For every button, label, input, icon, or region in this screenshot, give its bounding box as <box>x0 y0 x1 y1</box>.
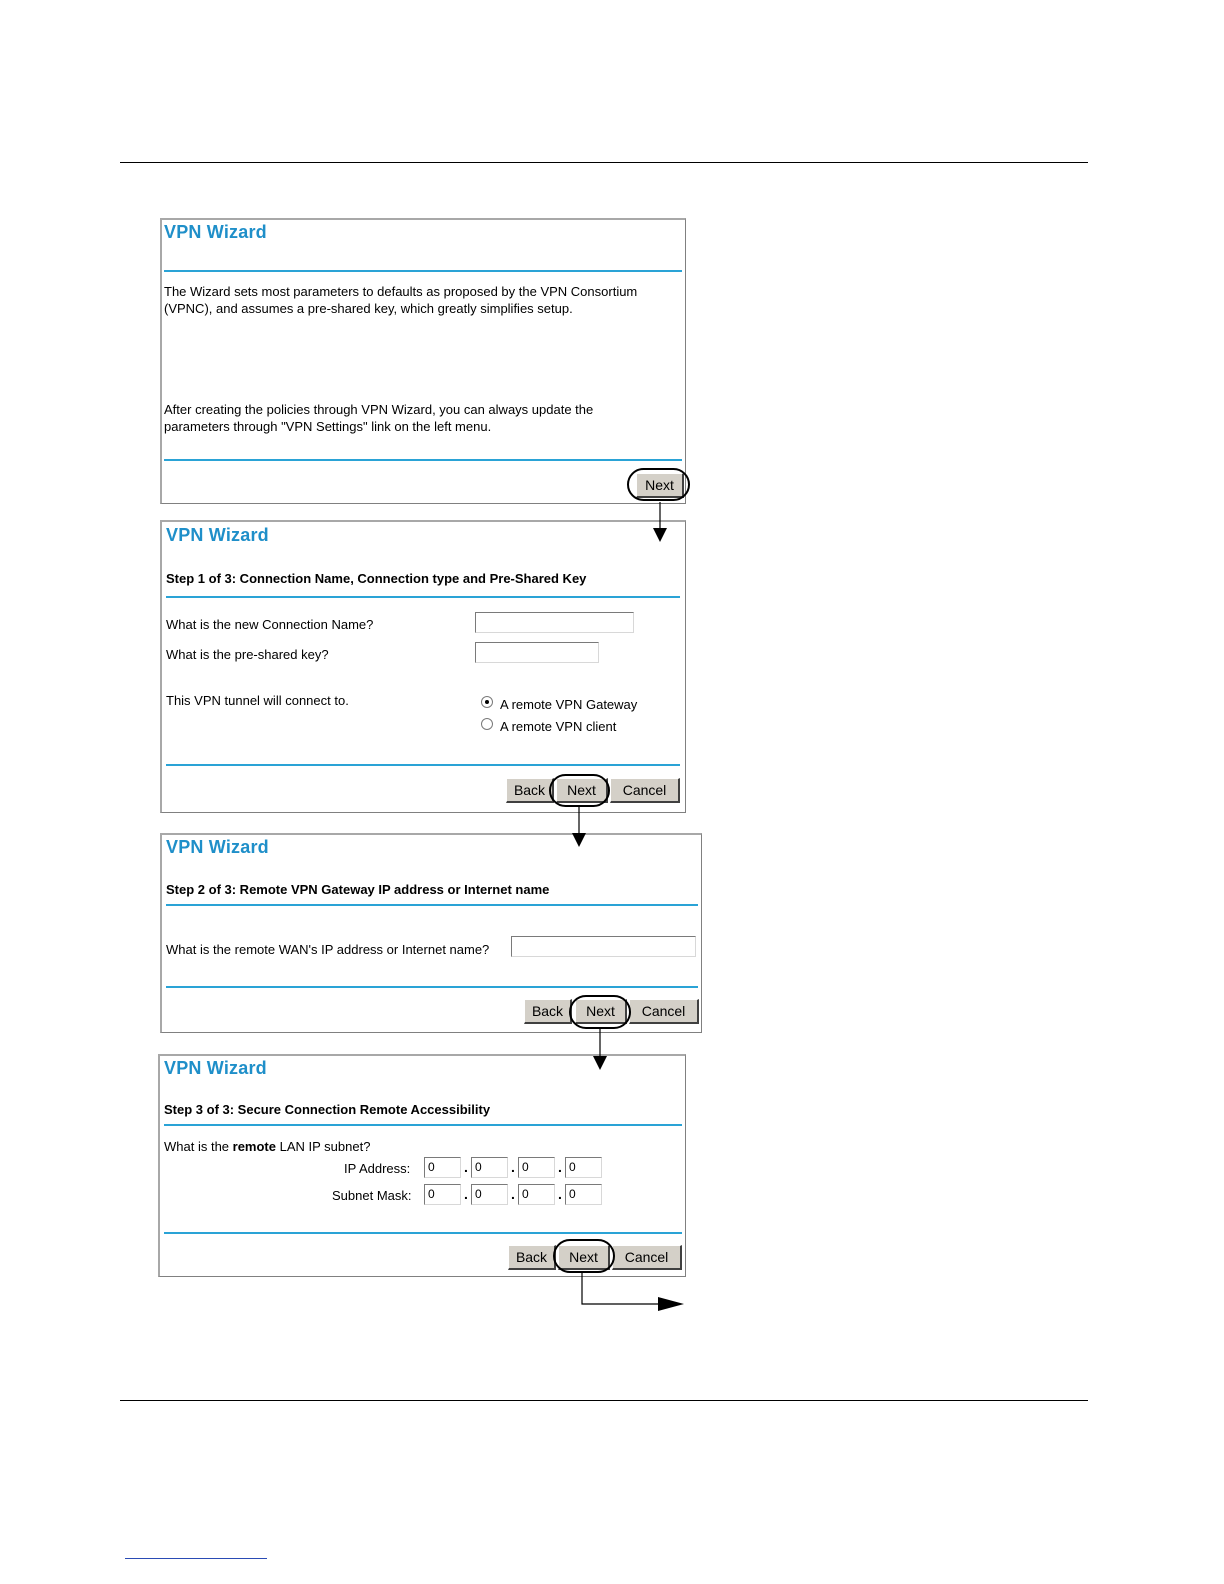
octet-separator: . <box>558 1159 562 1175</box>
question-suffix: LAN IP subnet? <box>276 1139 371 1154</box>
remote-wan-label: What is the remote WAN's IP address or Internet name? <box>166 942 490 957</box>
octet-separator: . <box>558 1186 562 1202</box>
page-footer-rule <box>120 1400 1088 1401</box>
mask-octet-1[interactable]: 0 <box>424 1184 461 1205</box>
question-prefix: What is the <box>164 1139 233 1154</box>
cancel-button[interactable]: Cancel <box>610 778 680 803</box>
back-button[interactable]: Back <box>508 1245 556 1270</box>
step-heading: Step 2 of 3: Remote VPN Gateway IP address or Internet name <box>166 882 550 897</box>
flow-arrow <box>593 1029 607 1070</box>
next-button[interactable]: Next <box>556 778 608 803</box>
cancel-button[interactable]: Cancel <box>629 999 699 1024</box>
octet-separator: . <box>511 1159 515 1175</box>
panel-title: VPN Wizard <box>166 837 269 857</box>
next-button[interactable]: Next <box>636 473 684 498</box>
octet-separator: . <box>464 1186 468 1202</box>
intro-paragraph-2-line-2: parameters through "VPN Settings" link on the left menu. <box>164 419 492 434</box>
ip-octet-4[interactable]: 0 <box>565 1157 602 1178</box>
back-button[interactable]: Back <box>524 999 572 1024</box>
panel-title: VPN Wizard <box>166 525 269 545</box>
next-button[interactable]: Next <box>558 1245 610 1270</box>
flow-arrow <box>572 807 586 847</box>
back-button[interactable]: Back <box>506 778 554 803</box>
question-emphasis: remote <box>232 1139 276 1154</box>
step-heading: Step 1 of 3: Connection Name, Connection type and Pre-Shared Key <box>166 571 587 586</box>
footer-link-underline[interactable] <box>125 1558 267 1559</box>
ip-octet-3[interactable]: 0 <box>518 1157 555 1178</box>
octet-separator: . <box>511 1186 515 1202</box>
panel-title: VPN Wizard <box>164 1058 267 1078</box>
octet-separator: . <box>464 1159 468 1175</box>
ip-octet-1[interactable]: 0 <box>424 1157 461 1178</box>
radio-remote-vpn-gateway-label: A remote VPN Gateway <box>500 697 638 712</box>
radio-remote-vpn-client-label: A remote VPN client <box>500 719 617 734</box>
next-button[interactable]: Next <box>575 999 627 1024</box>
intro-paragraph-1-line-1: The Wizard sets most parameters to defaults as proposed by the VPN Consortium <box>164 284 638 299</box>
ip-address-label: IP Address: <box>344 1161 411 1176</box>
intro-paragraph-2-line-1: After creating the policies through VPN Wizard, you can always update the <box>164 402 594 417</box>
step-heading: Step 3 of 3: Secure Connection Remote Accessibility <box>164 1102 491 1117</box>
mask-octet-2[interactable]: 0 <box>471 1184 508 1205</box>
flow-arrow <box>582 1273 684 1311</box>
ip-octet-2[interactable]: 0 <box>471 1157 508 1178</box>
panel-title: VPN Wizard <box>164 222 267 242</box>
pre-shared-key-label: What is the pre-shared key? <box>166 647 329 662</box>
subnet-mask-label: Subnet Mask: <box>332 1188 412 1203</box>
cancel-button[interactable]: Cancel <box>612 1245 682 1270</box>
mask-octet-4[interactable]: 0 <box>565 1184 602 1205</box>
mask-octet-3[interactable]: 0 <box>518 1184 555 1205</box>
intro-paragraph-1-line-2: (VPNC), and assumes a pre-shared key, which greatly simplifies setup. <box>164 301 573 316</box>
connect-to-label: This VPN tunnel will connect to. <box>166 693 349 708</box>
connection-name-label: What is the new Connection Name? <box>166 617 374 632</box>
flow-arrow <box>653 502 667 542</box>
